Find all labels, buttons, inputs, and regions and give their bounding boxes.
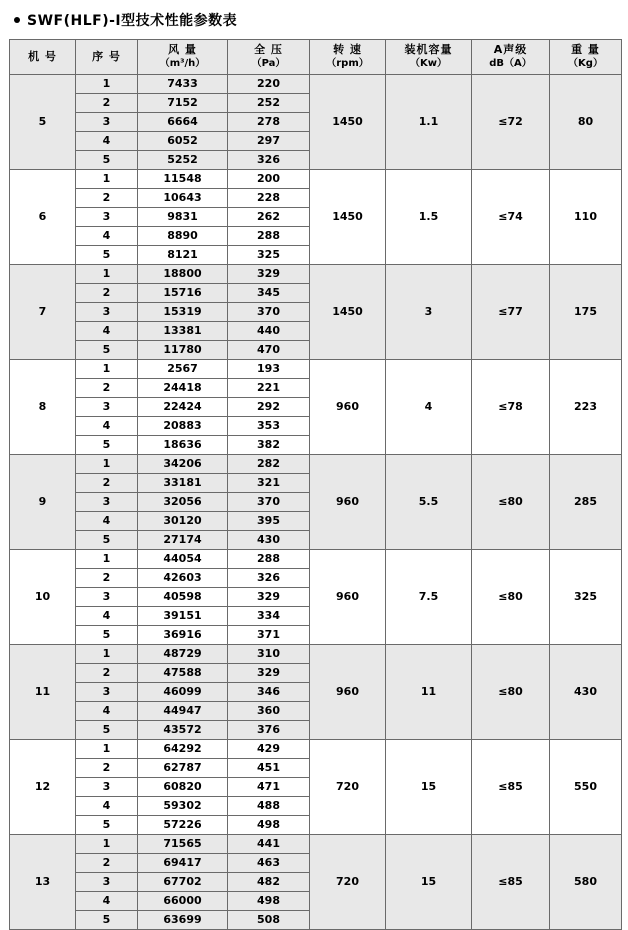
cell-flow: 6664 [138, 113, 228, 132]
cell-pressure: 376 [228, 721, 310, 740]
cell-speed: 960 [310, 550, 386, 645]
cell-seq: 2 [76, 759, 138, 778]
cell-seq: 4 [76, 702, 138, 721]
col-header-flow: 风 量 （m³/h） [138, 40, 228, 75]
cell-pressure: 326 [228, 151, 310, 170]
table-header-row [10, 40, 622, 75]
cell-weight: 580 [550, 835, 622, 930]
table-row [10, 75, 622, 94]
cell-seq: 3 [76, 303, 138, 322]
cell-pressure: 370 [228, 303, 310, 322]
cell-flow: 13381 [138, 322, 228, 341]
cell-seq: 3 [76, 398, 138, 417]
cell-model: 10 [10, 550, 76, 645]
cell-pressure: 471 [228, 778, 310, 797]
cell-seq: 5 [76, 626, 138, 645]
cell-flow: 2567 [138, 360, 228, 379]
cell-pressure: 200 [228, 170, 310, 189]
cell-flow: 34206 [138, 455, 228, 474]
cell-pressure: 488 [228, 797, 310, 816]
cell-seq: 4 [76, 512, 138, 531]
cell-pressure: 282 [228, 455, 310, 474]
cell-seq: 4 [76, 132, 138, 151]
cell-flow: 8890 [138, 227, 228, 246]
cell-speed: 720 [310, 740, 386, 835]
cell-speed: 1450 [310, 75, 386, 170]
cell-flow: 40598 [138, 588, 228, 607]
cell-pressure: 345 [228, 284, 310, 303]
cell-pressure: 321 [228, 474, 310, 493]
cell-seq: 3 [76, 873, 138, 892]
cell-flow: 30120 [138, 512, 228, 531]
cell-seq: 3 [76, 113, 138, 132]
cell-seq: 5 [76, 436, 138, 455]
cell-pressure: 278 [228, 113, 310, 132]
cell-flow: 10643 [138, 189, 228, 208]
cell-pressure: 288 [228, 227, 310, 246]
cell-power: 5.5 [386, 455, 472, 550]
cell-flow: 39151 [138, 607, 228, 626]
cell-seq: 4 [76, 607, 138, 626]
cell-noise: ≤80 [472, 645, 550, 740]
cell-seq: 2 [76, 284, 138, 303]
cell-power: 15 [386, 835, 472, 930]
cell-weight: 285 [550, 455, 622, 550]
cell-seq: 1 [76, 740, 138, 759]
cell-pressure: 221 [228, 379, 310, 398]
page-title: SWF(HLF)-Ⅰ型技术性能参数表 [27, 13, 238, 29]
cell-seq: 2 [76, 569, 138, 588]
col-header-pressure: 全 压 （Pa） [228, 40, 310, 75]
cell-flow: 48729 [138, 645, 228, 664]
cell-seq: 1 [76, 455, 138, 474]
cell-noise: ≤77 [472, 265, 550, 360]
cell-pressure: 353 [228, 417, 310, 436]
cell-model: 13 [10, 835, 76, 930]
cell-noise: ≤85 [472, 835, 550, 930]
cell-seq: 5 [76, 531, 138, 550]
cell-pressure: 498 [228, 816, 310, 835]
cell-pressure: 463 [228, 854, 310, 873]
cell-pressure: 346 [228, 683, 310, 702]
table-header [10, 40, 622, 75]
cell-flow: 44947 [138, 702, 228, 721]
cell-flow: 60820 [138, 778, 228, 797]
cell-seq: 3 [76, 493, 138, 512]
cell-power: 1.1 [386, 75, 472, 170]
cell-pressure: 441 [228, 835, 310, 854]
cell-model: 8 [10, 360, 76, 455]
cell-flow: 46099 [138, 683, 228, 702]
cell-seq: 1 [76, 550, 138, 569]
cell-power: 4 [386, 360, 472, 455]
cell-seq: 5 [76, 911, 138, 930]
cell-pressure: 297 [228, 132, 310, 151]
cell-flow: 32056 [138, 493, 228, 512]
col-header-noise: A声级 dB（A） [472, 40, 550, 75]
cell-seq: 3 [76, 683, 138, 702]
table-row [10, 835, 622, 854]
cell-flow: 18636 [138, 436, 228, 455]
cell-pressure: 325 [228, 246, 310, 265]
cell-flow: 43572 [138, 721, 228, 740]
cell-flow: 33181 [138, 474, 228, 493]
cell-pressure: 430 [228, 531, 310, 550]
cell-speed: 960 [310, 360, 386, 455]
cell-pressure: 395 [228, 512, 310, 531]
cell-seq: 5 [76, 816, 138, 835]
cell-seq: 2 [76, 474, 138, 493]
col-header-weight: 重 量 （Kg） [550, 40, 622, 75]
cell-flow: 67702 [138, 873, 228, 892]
cell-seq: 4 [76, 322, 138, 341]
cell-seq: 1 [76, 835, 138, 854]
cell-seq: 3 [76, 208, 138, 227]
cell-flow: 57226 [138, 816, 228, 835]
col-header-model: 机 号 [10, 40, 76, 75]
cell-flow: 71565 [138, 835, 228, 854]
cell-pressure: 288 [228, 550, 310, 569]
cell-flow: 22424 [138, 398, 228, 417]
table-body [10, 75, 622, 930]
cell-model: 7 [10, 265, 76, 360]
cell-power: 15 [386, 740, 472, 835]
cell-flow: 6052 [138, 132, 228, 151]
cell-pressure: 370 [228, 493, 310, 512]
cell-seq: 4 [76, 227, 138, 246]
cell-seq: 2 [76, 189, 138, 208]
cell-model: 6 [10, 170, 76, 265]
cell-seq: 4 [76, 892, 138, 911]
cell-seq: 3 [76, 778, 138, 797]
cell-seq: 5 [76, 246, 138, 265]
cell-pressure: 482 [228, 873, 310, 892]
cell-flow: 62787 [138, 759, 228, 778]
col-header-speed: 转 速 （rpm） [310, 40, 386, 75]
cell-speed: 1450 [310, 170, 386, 265]
cell-pressure: 329 [228, 588, 310, 607]
table-row [10, 170, 622, 189]
cell-flow: 24418 [138, 379, 228, 398]
cell-weight: 175 [550, 265, 622, 360]
cell-seq: 4 [76, 797, 138, 816]
cell-flow: 15716 [138, 284, 228, 303]
cell-power: 1.5 [386, 170, 472, 265]
table-row [10, 455, 622, 474]
cell-flow: 8121 [138, 246, 228, 265]
cell-seq: 2 [76, 94, 138, 113]
cell-seq: 3 [76, 588, 138, 607]
cell-flow: 15319 [138, 303, 228, 322]
cell-noise: ≤72 [472, 75, 550, 170]
cell-weight: 430 [550, 645, 622, 740]
cell-flow: 5252 [138, 151, 228, 170]
document-title [8, 10, 620, 30]
cell-seq: 5 [76, 341, 138, 360]
cell-pressure: 193 [228, 360, 310, 379]
cell-power: 11 [386, 645, 472, 740]
cell-pressure: 252 [228, 94, 310, 113]
cell-pressure: 498 [228, 892, 310, 911]
cell-pressure: 292 [228, 398, 310, 417]
cell-pressure: 440 [228, 322, 310, 341]
cell-flow: 64292 [138, 740, 228, 759]
table-row [10, 360, 622, 379]
cell-flow: 47588 [138, 664, 228, 683]
cell-pressure: 329 [228, 664, 310, 683]
cell-weight: 80 [550, 75, 622, 170]
cell-seq: 2 [76, 854, 138, 873]
cell-flow: 11548 [138, 170, 228, 189]
cell-flow: 11780 [138, 341, 228, 360]
cell-pressure: 228 [228, 189, 310, 208]
col-header-seq: 序 号 [76, 40, 138, 75]
cell-pressure: 429 [228, 740, 310, 759]
cell-seq: 1 [76, 75, 138, 94]
bullet-icon [14, 17, 20, 23]
cell-seq: 5 [76, 151, 138, 170]
cell-pressure: 310 [228, 645, 310, 664]
cell-speed: 960 [310, 645, 386, 740]
cell-model: 11 [10, 645, 76, 740]
cell-pressure: 262 [228, 208, 310, 227]
cell-model: 12 [10, 740, 76, 835]
cell-seq: 5 [76, 721, 138, 740]
cell-noise: ≤74 [472, 170, 550, 265]
table-row [10, 740, 622, 759]
cell-seq: 2 [76, 379, 138, 398]
cell-pressure: 451 [228, 759, 310, 778]
cell-seq: 2 [76, 664, 138, 683]
cell-speed: 1450 [310, 265, 386, 360]
cell-power: 7.5 [386, 550, 472, 645]
table-row [10, 645, 622, 664]
cell-flow: 69417 [138, 854, 228, 873]
cell-pressure: 326 [228, 569, 310, 588]
cell-pressure: 220 [228, 75, 310, 94]
cell-flow: 36916 [138, 626, 228, 645]
cell-model: 5 [10, 75, 76, 170]
cell-noise: ≤80 [472, 455, 550, 550]
cell-noise: ≤85 [472, 740, 550, 835]
cell-flow: 9831 [138, 208, 228, 227]
cell-flow: 66000 [138, 892, 228, 911]
cell-seq: 1 [76, 360, 138, 379]
cell-flow: 42603 [138, 569, 228, 588]
table-row [10, 265, 622, 284]
cell-flow: 18800 [138, 265, 228, 284]
cell-power: 3 [386, 265, 472, 360]
cell-seq: 1 [76, 645, 138, 664]
cell-seq: 4 [76, 417, 138, 436]
cell-flow: 7433 [138, 75, 228, 94]
cell-seq: 1 [76, 265, 138, 284]
cell-flow: 63699 [138, 911, 228, 930]
cell-flow: 7152 [138, 94, 228, 113]
cell-flow: 20883 [138, 417, 228, 436]
cell-flow: 27174 [138, 531, 228, 550]
cell-pressure: 382 [228, 436, 310, 455]
cell-pressure: 508 [228, 911, 310, 930]
cell-noise: ≤80 [472, 550, 550, 645]
cell-weight: 325 [550, 550, 622, 645]
cell-pressure: 371 [228, 626, 310, 645]
cell-flow: 44054 [138, 550, 228, 569]
cell-weight: 223 [550, 360, 622, 455]
cell-pressure: 360 [228, 702, 310, 721]
cell-flow: 59302 [138, 797, 228, 816]
cell-noise: ≤78 [472, 360, 550, 455]
cell-speed: 960 [310, 455, 386, 550]
table-row [10, 550, 622, 569]
cell-pressure: 334 [228, 607, 310, 626]
cell-pressure: 470 [228, 341, 310, 360]
spec-table [9, 39, 622, 930]
col-header-power: 装机容量 （Kw） [386, 40, 472, 75]
cell-pressure: 329 [228, 265, 310, 284]
cell-model: 9 [10, 455, 76, 550]
cell-seq: 1 [76, 170, 138, 189]
cell-speed: 720 [310, 835, 386, 930]
cell-weight: 550 [550, 740, 622, 835]
cell-weight: 110 [550, 170, 622, 265]
